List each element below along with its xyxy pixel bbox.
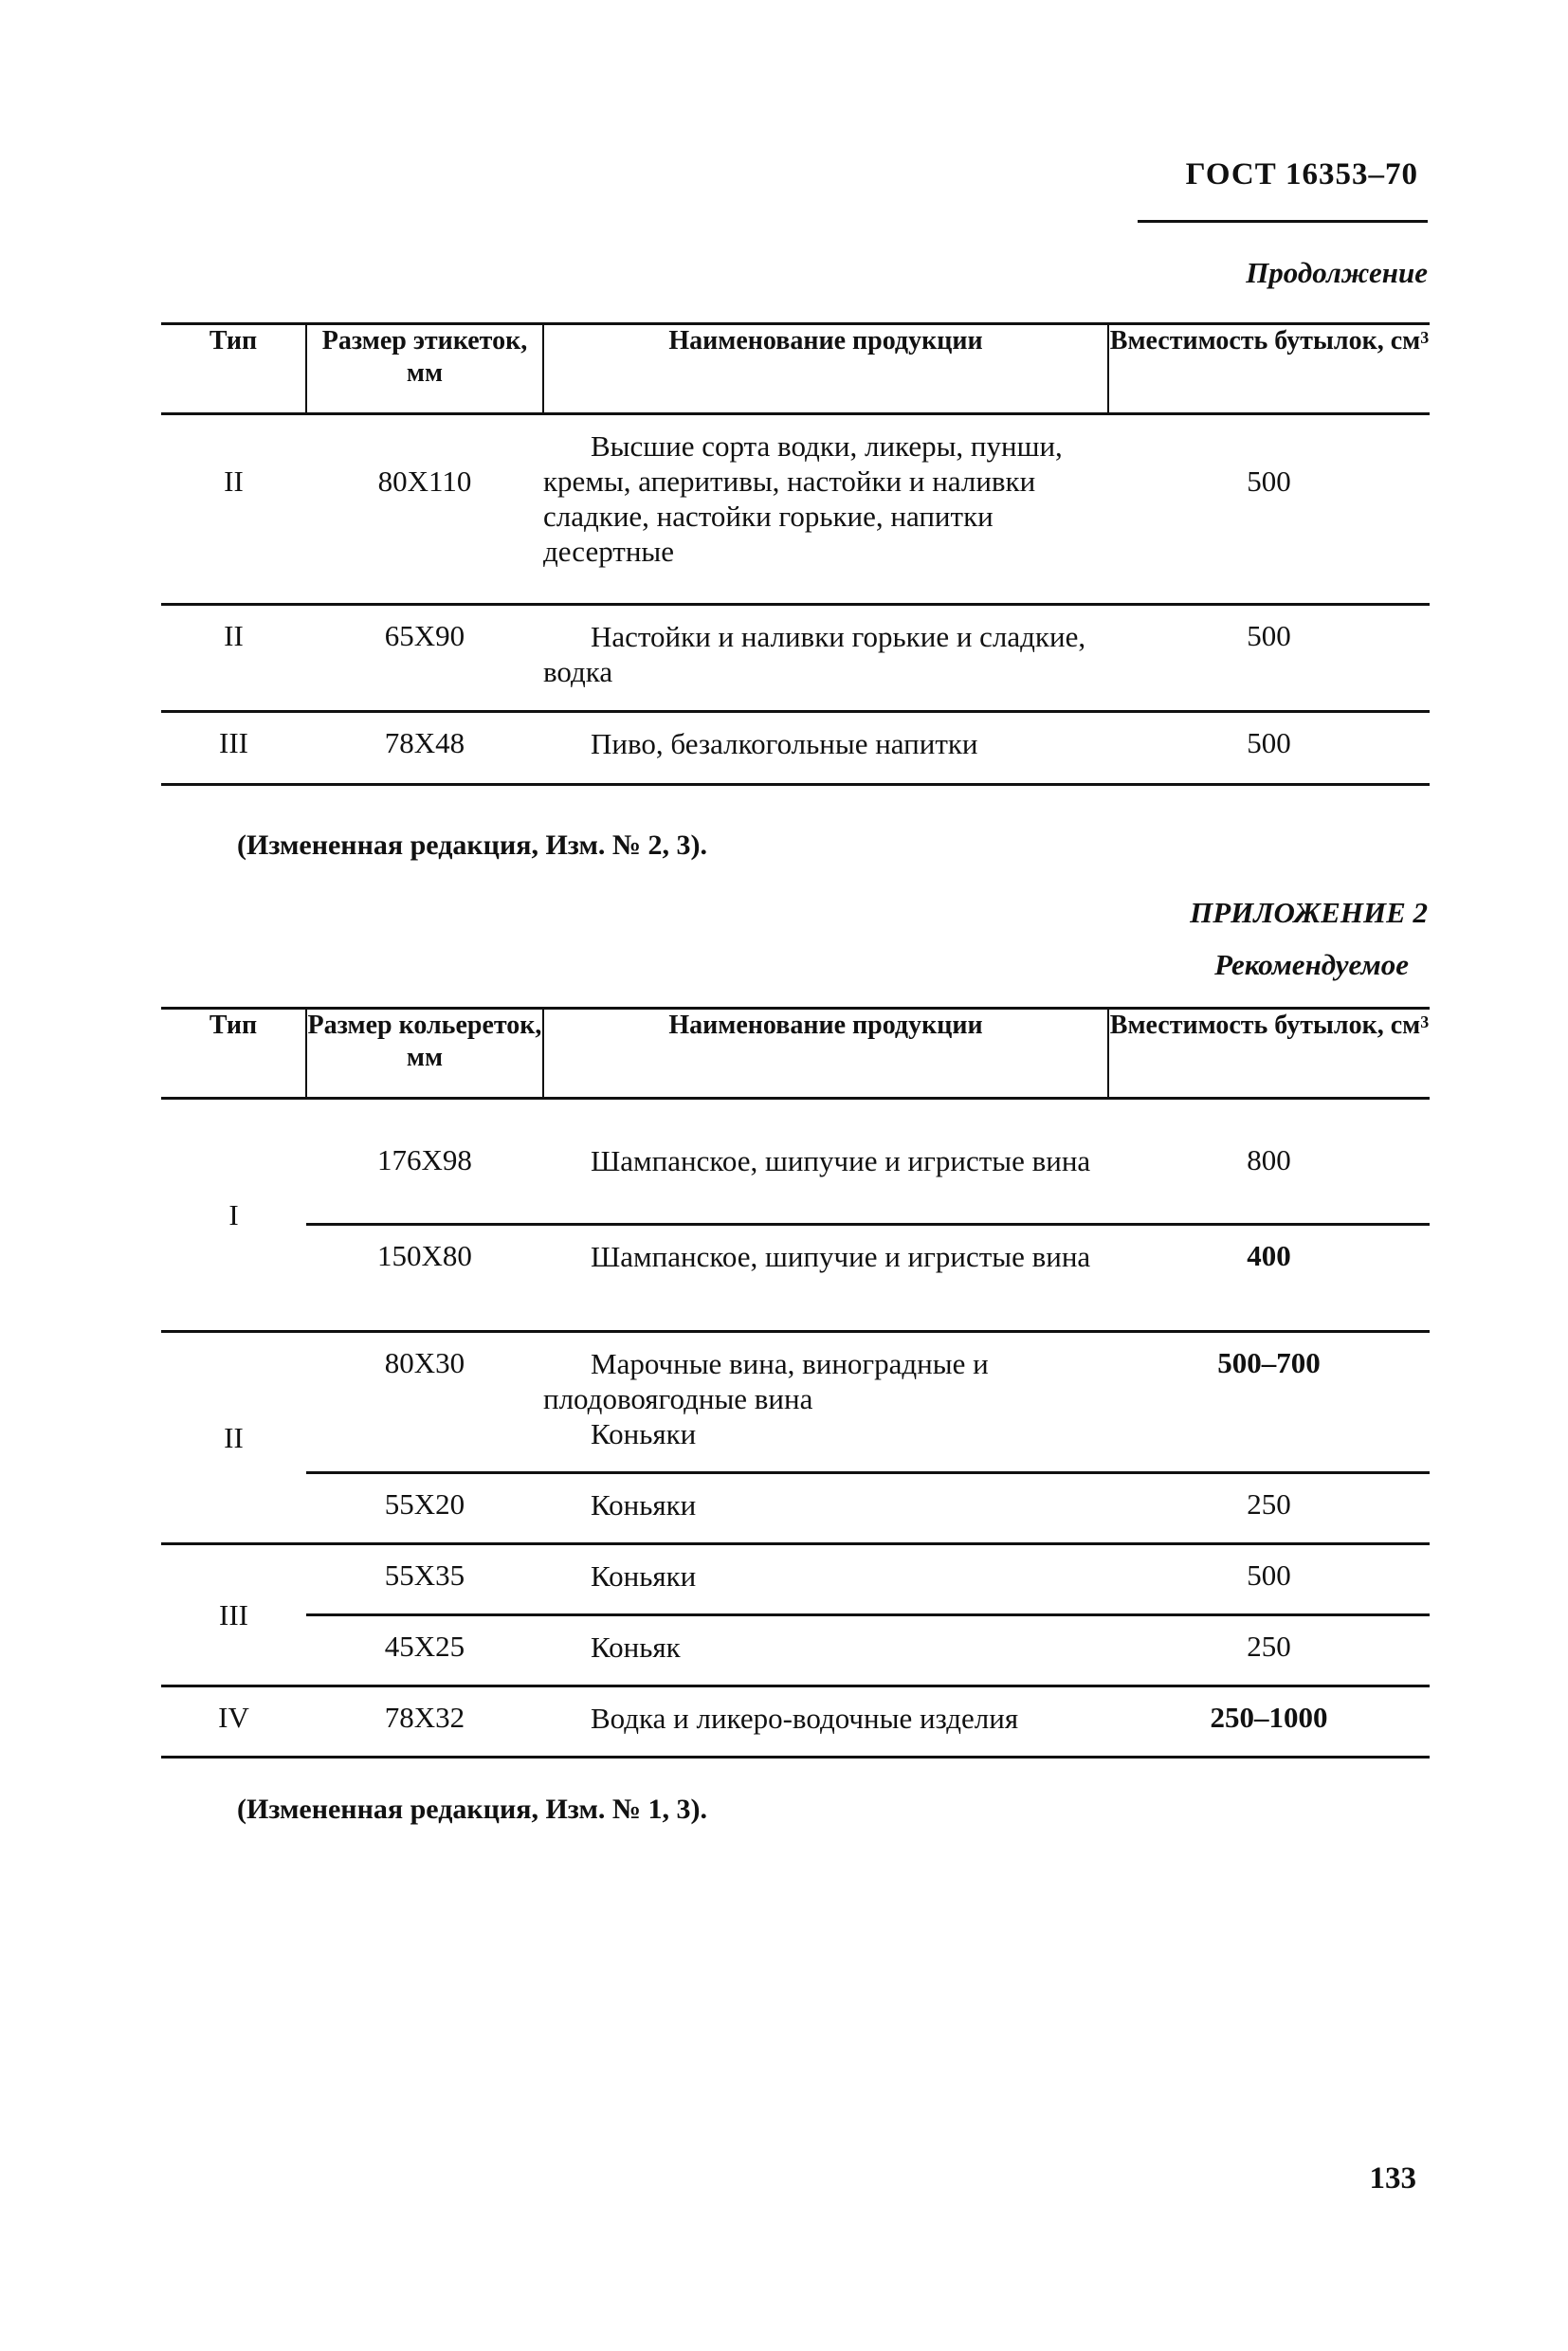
table-row [161,1544,1430,1615]
cell-name: Коньяки [591,1559,697,1593]
revision-note-2: (Измененная редакция, Изм. № 1, 3). [237,1794,708,1825]
cell-type: III [161,1544,306,1686]
cell-volume: 500–700 [1108,1332,1430,1473]
cell-volume: 250–1000 [1108,1686,1430,1758]
cell-name: Шампанское, шипучие и игристые вина [591,1240,1091,1273]
labels-table [161,322,1430,786]
cell-volume: 250 [1108,1473,1430,1544]
col-size: Размер этикеток, мм [306,324,543,414]
col-type: Тип [161,1009,306,1099]
cell-type: II [161,414,306,605]
cell-volume: 500 [1108,712,1430,785]
appendix-subtitle: Рекомендуемое [1214,948,1409,981]
cell-size: 80Х110 [306,414,543,605]
col-name: Наименование продукции [543,324,1108,414]
cell-name: Водка и ликеро-водочные изделия [591,1702,1019,1735]
col-type: Тип [161,324,306,414]
cell-volume: 250 [1108,1615,1430,1686]
page-number: 133 [1369,2161,1416,2196]
cell-name: Пиво, безалкогольные напитки [591,727,978,760]
cell-type: II [161,605,306,712]
cell-size: 176Х98 [306,1099,543,1225]
cell-size: 150Х80 [306,1225,543,1332]
table-row [161,414,1430,605]
cell-name-extra: Коньяки [591,1417,697,1450]
cell-volume: 400 [1108,1225,1430,1332]
cell-name: Настойки и наливки горькие и сладкие, водка [543,620,1086,688]
table-header [161,1009,1430,1099]
cell-volume: 800 [1108,1099,1430,1225]
cell-type: III [161,712,306,785]
cell-name: Марочные вина, виноградные и плодовоягодные вина [543,1347,989,1415]
cell-size: 78Х32 [306,1686,543,1758]
col-name: Наименование продукции [543,1009,1108,1099]
table-row [161,1615,1430,1686]
cell-name: Высшие сорта водки, ликеры, пунши, кремы, аперитивы, настойки и наливки сладкие, настойки горькие, напитки десертные [543,429,1063,568]
col-volume: Вместимость бутылок, $см^3$ [1108,324,1430,414]
cell-size: 45Х25 [306,1615,543,1686]
table-row [161,712,1430,785]
cell-name: Шампанское, шипучие и игристые вина [591,1144,1091,1177]
cell-name: Коньяк [591,1631,681,1664]
table-row [161,1473,1430,1544]
cell-type: IV [161,1686,306,1758]
col-size: Размер кольереток, мм [306,1009,543,1099]
appendix-title: ПРИЛОЖЕНИЕ 2 [1190,896,1428,929]
revision-note: (Измененная редакция, Изм. № 2, 3). [237,829,708,861]
document-number: ГОСТ 16353–70 [1185,157,1418,191]
cell-volume: 500 [1108,414,1430,605]
cell-size: 78Х48 [306,712,543,785]
cell-size: 65Х90 [306,605,543,712]
col-volume: Вместимость бутылок, $см^3$ [1108,1009,1430,1099]
cell-type: II [161,1332,306,1544]
table-row [161,1332,1430,1473]
cell-volume: 500 [1108,1544,1430,1615]
collars-table [161,1007,1430,1759]
table-row [161,1099,1430,1225]
cell-size: 55Х20 [306,1473,543,1544]
cell-size: 55Х35 [306,1544,543,1615]
table-row [161,1686,1430,1758]
table-row [161,1225,1430,1332]
cell-volume: 500 [1108,605,1430,712]
header-rule [1138,220,1428,223]
table-header [161,324,1430,414]
cell-type: I [161,1099,306,1332]
cell-size: 80Х30 [306,1332,543,1473]
continuation-label: Продолжение [1246,256,1428,289]
table-row [161,605,1430,712]
cell-name: Коньяки [591,1488,697,1522]
